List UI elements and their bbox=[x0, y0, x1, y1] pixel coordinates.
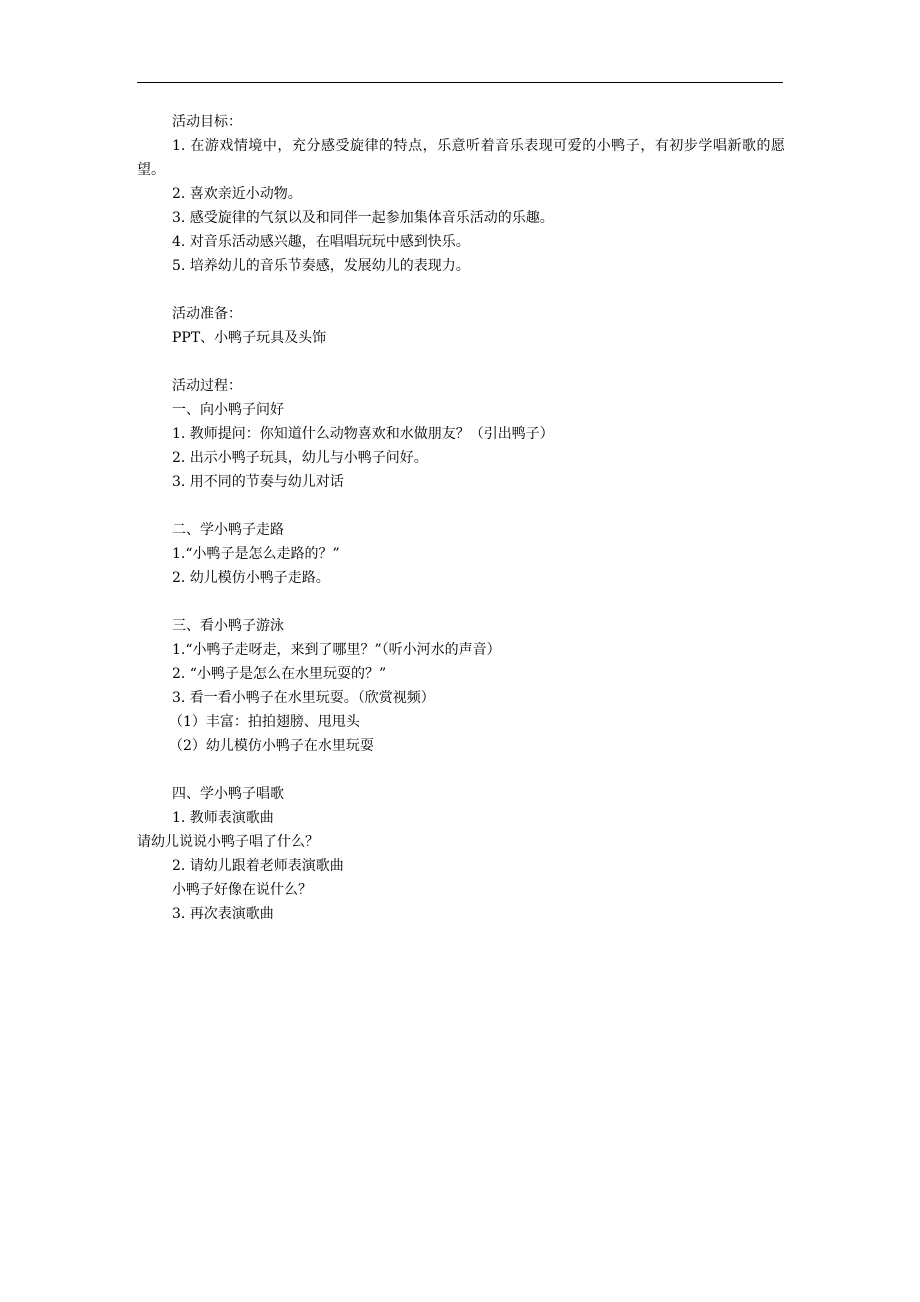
section-title: 一、向小鸭子问好 bbox=[172, 402, 284, 418]
section-line: 3. 用不同的节奏与幼儿对话 bbox=[172, 474, 344, 490]
section-subline: （1）丰富：拍拍翅膀、甩甩头 bbox=[169, 714, 360, 730]
spacer bbox=[137, 590, 785, 614]
document-body bbox=[137, 110, 785, 926]
section-line: 1. 教师表演歌曲 bbox=[172, 810, 274, 826]
process-heading: 活动过程： bbox=[172, 378, 242, 394]
section-line: 3. 再次表演歌曲 bbox=[172, 906, 274, 922]
section-line: 1. 教师提问：你知道什么动物喜欢和水做朋友？（引出鸭子） bbox=[172, 426, 554, 442]
section-line: 3. 看一看小鸭子在水里玩耍。（欣赏视频） bbox=[172, 690, 435, 706]
section-line: 2. 请幼儿跟着老师表演歌曲 bbox=[172, 858, 344, 874]
section-title: 二、学小鸭子走路 bbox=[172, 522, 284, 538]
section-line: 1.“小鸭子是怎么走路的？” bbox=[172, 546, 340, 562]
section-line: 请幼儿说说小鸭子唱了什么？ bbox=[137, 834, 319, 850]
goal-item-5: 5. 培养幼儿的音乐节奏感，发展幼儿的表现力。 bbox=[172, 258, 470, 274]
spacer bbox=[137, 494, 785, 518]
section-line: 2. 出示小鸭子玩具，幼儿与小鸭子问好。 bbox=[172, 450, 428, 466]
goal-item-1: 1. 在游戏情境中，充分感受旋律的特点，乐意听着音乐表现可爱的小鸭子，有初步学唱新歌的愿望。 bbox=[137, 138, 785, 178]
section-title: 三、看小鸭子游泳 bbox=[172, 618, 284, 634]
prep-text: PPT、小鸭子玩具及头饰 bbox=[172, 330, 327, 346]
goal-item-2: 2. 喜欢亲近小动物。 bbox=[172, 186, 302, 202]
spacer bbox=[137, 278, 785, 302]
goal-item-3: 3. 感受旋律的气氛以及和同伴一起参加集体音乐活动的乐趣。 bbox=[172, 210, 554, 226]
section-line: 2. 幼儿模仿小鸭子走路。 bbox=[172, 570, 330, 586]
section-line: 1.“小鸭子走呀走，来到了哪里？”（听小河水的声音） bbox=[172, 642, 501, 658]
goals-heading: 活动目标： bbox=[172, 114, 242, 130]
section-title: 四、学小鸭子唱歌 bbox=[172, 786, 284, 802]
prep-heading: 活动准备： bbox=[172, 306, 242, 322]
header-rule bbox=[137, 82, 783, 83]
goal-item-4: 4. 对音乐活动感兴趣，在唱唱玩玩中感到快乐。 bbox=[172, 234, 470, 250]
section-line: 小鸭子好像在说什么？ bbox=[172, 882, 312, 898]
section-line: 2. “小鸭子是怎么在水里玩耍的？” bbox=[172, 666, 387, 682]
spacer bbox=[137, 758, 785, 782]
spacer bbox=[137, 350, 785, 374]
section-subline: （2）幼儿模仿小鸭子在水里玩耍 bbox=[169, 738, 374, 754]
